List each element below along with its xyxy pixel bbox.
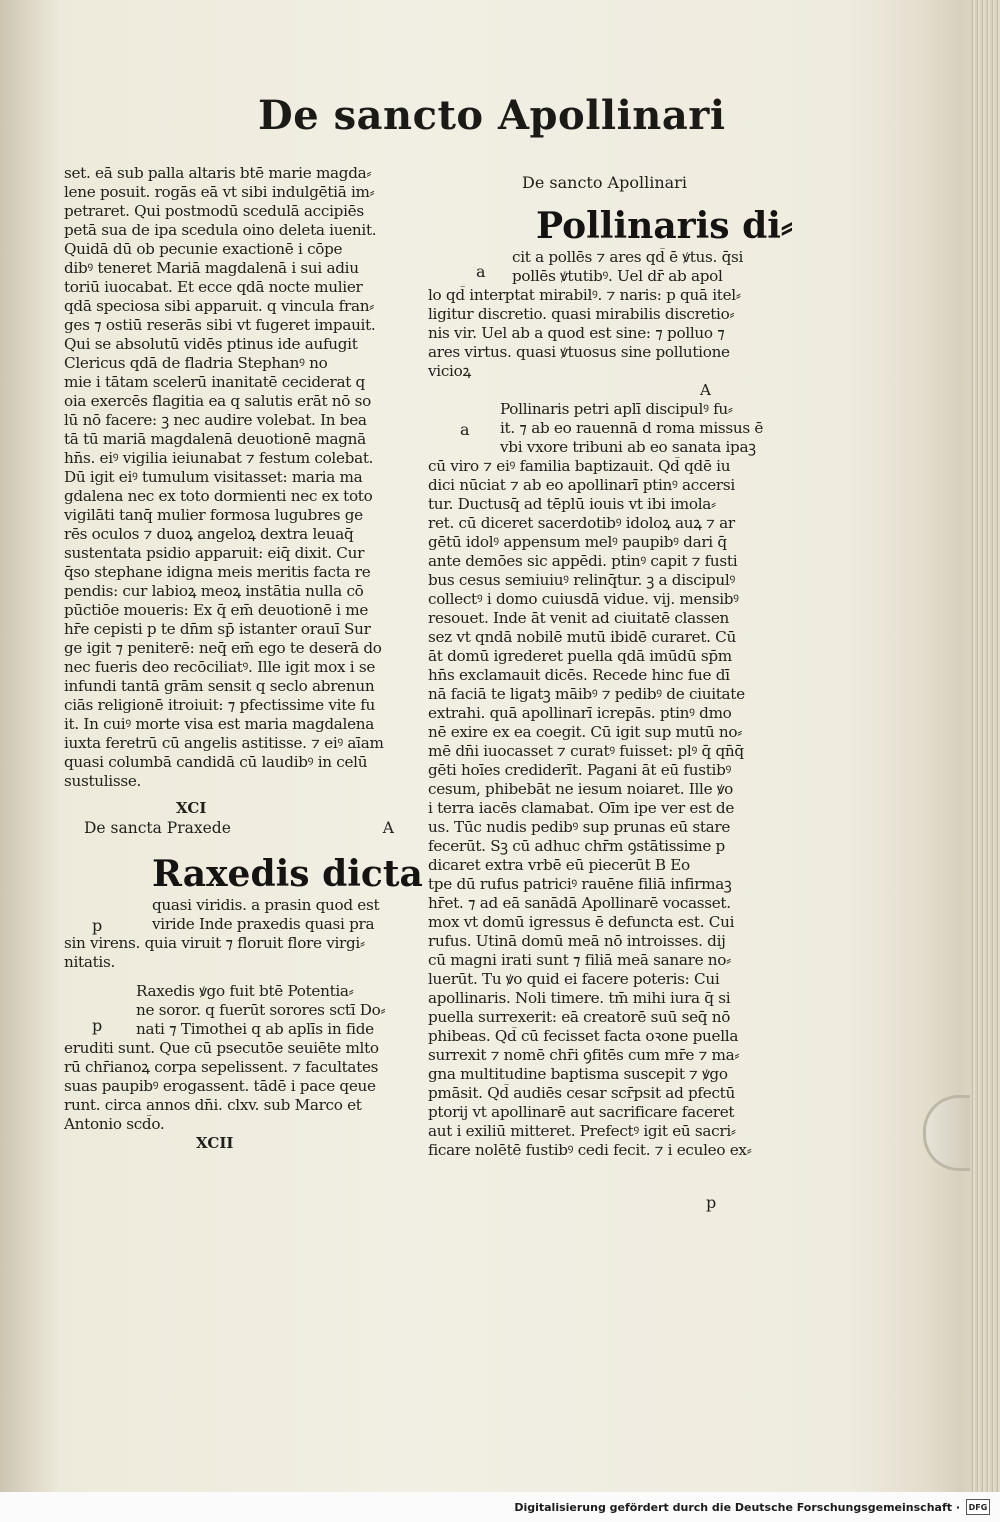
text-line: vbi vxore tribuni ab eo sanata ipaꝫ [500, 438, 756, 456]
text-line: ciās religionē itroiuit: ⁊ pfectissime vite fu [64, 696, 376, 714]
chapter-numeral: XCI [176, 799, 207, 817]
text-line: ptorij vt apollinarē aut sacrificare faceret [428, 1103, 735, 1121]
text-line: iuxta feretrū cū angelis astitisse. ⁊ eiꝰ aīam [64, 734, 384, 752]
right-heading: De sancto Apollinari [522, 173, 687, 192]
text-line: gētū idolꝰ appensum melꝰ paupibꝰ dari q̄ [428, 533, 727, 551]
text-line: extrahi. quā apollinarī icrepās. ptinꝰ dmo [428, 704, 732, 722]
apollinaris-legend-indented [428, 400, 768, 457]
praxedis-initial-text: Raxedis dicta [152, 853, 423, 895]
text-line: rēs oculos ⁊ duoꝝ angeloꝝ dextra leuaq̄ [64, 525, 354, 543]
page-clip [923, 1095, 970, 1171]
text-line: sez vt qndā nobilē mutū ibidē curaret. Cū [428, 628, 736, 646]
text-line: hn̄s. eiꝰ vigilia ieiunabat ⁊ festum colebat. [64, 449, 374, 467]
text-line: lene posuit. rogās eā vt sibi indulgētiā im⸗ [64, 183, 375, 201]
text-line: cū magni irati sunt ⁊ filiā meā sanare no⸗ [428, 951, 731, 969]
text-line: Antonio scd̄o. [64, 1115, 165, 1133]
text-line: nā faciā te ligatꝫ māibꝰ ⁊ pedibꝰ de ciuitate [428, 685, 745, 703]
text-line: collectꝰ i domo cuiusdā vidue. vij. mensibꝰ [428, 590, 739, 608]
text-line: ficare nolētē fustibꝰ cedi fecit. ⁊ i eculeo ex⸗ [428, 1141, 752, 1159]
text-line: q̄so stephane idigna meis meritis facta re [64, 563, 371, 581]
text-line: ne soror. q fuerūt sorores sctī Do⸗ [136, 1001, 386, 1019]
text-line: dici nūciat ⁊ ab eo apollinarī ptinꝰ accersi [428, 476, 735, 494]
text-line: infundi tantā grām sensit q seclo abrenun [64, 677, 375, 695]
text-line: ares virtus. quasi ꝟtuosus sine pollutione [428, 343, 730, 361]
apollinaris-initial-row [428, 200, 793, 248]
text-line: dicaret extra vrbē eū piecerūt B Eo [428, 856, 690, 874]
text-line: pmāsit. Qd̄ audiēs cesar scr̄psit ad pfectū [428, 1084, 735, 1102]
margin-letter-a2: a [460, 420, 470, 439]
text-line: viride Inde praxedis quasi pra [152, 915, 375, 933]
text-line: vigilāti tanq̄ mulier formosa lugubres ge [64, 506, 363, 524]
text-line: suas paupibꝰ erogassent. tādē i pace qeue [64, 1077, 376, 1095]
text-line: gēti hoīes crediderīt. Pagani āt eū fustibꝰ [428, 761, 732, 779]
margin-letter-p2: p [92, 1016, 103, 1035]
text-line: rū chr̄ianoꝝ corpa sepelissent. ⁊ facultates [64, 1058, 379, 1076]
text-line: fecerūt. Sꝫ cū adhuc chr̄m ꝯstātissime p [428, 837, 725, 855]
text-line: nē exire ex ea coegit. Cū igit sup mutū no⸗ [428, 723, 743, 741]
text-line: i terra iacēs clamabat. Oīm ipe ver est de [428, 799, 735, 817]
next-chapter-numeral: XCII [196, 1134, 234, 1152]
text-line: lo qd̄ interptat mirabilꝰ. ⁊ naris: p quā itel⸗ [428, 286, 741, 304]
margin-letter-p1: p [92, 916, 103, 935]
text-line: phibeas. Qd̄ cū fecisset facta oꝛone puella [428, 1027, 739, 1045]
text-line: mox vt domū igressus ē defuncta est. Cui [428, 913, 735, 931]
text-line: Clericus qdā de fladria Stephanꝰ no [64, 354, 328, 372]
text-line: oia exercēs flagitia ea q salutis erāt nō so [64, 392, 371, 410]
text-line: pollēs ꝟtutibꝰ. Uel dr̄ ab apol [512, 267, 723, 285]
apollinaris-legend [428, 457, 768, 1160]
text-line: gna multitudine baptisma suscepit ⁊ ꝟgo [428, 1065, 728, 1083]
footer-bar [0, 1492, 1000, 1522]
text-line: sin virens. quia viruit ⁊ floruit flore virgi⸗ [64, 934, 365, 952]
text-line: us. Tūc nudis pedibꝰ sup prunas eū stare [428, 818, 731, 836]
text-line: ret. cū diceret sacerdotibꝰ idoloꝝ auꝝ ⁊ ar [428, 514, 735, 532]
text-line: surrexit ⁊ nomē chr̄i ꝯfitēs cum mr̄e ⁊ ma⸗ [428, 1046, 740, 1064]
chapter-title-row [64, 818, 410, 838]
left-column [64, 164, 423, 1153]
text-line: cū viro ⁊ eiꝰ familia baptizauit. Qd̄ qdē iu [428, 457, 731, 475]
text-line: cit a pollēs ⁊ ares qd̄ ē ꝟtus. q̄si [512, 248, 744, 266]
text-line: hr̄e cepisti p te dn̄m sp̄ istanter orauī Sur [64, 620, 371, 638]
apollinaris-initial-text: Pollinaris di⸗ [536, 205, 793, 247]
right-column [428, 172, 793, 1160]
text-line: Qui se absolutū vidēs ptinus ide aufugit [64, 335, 358, 353]
chapter-marker: A [382, 819, 394, 837]
text-line: sustulisse. [64, 772, 142, 790]
text-line: qdā speciosa sibi apparuit. q vincula fran⸗ [64, 297, 374, 315]
text-line: sustentata psidio apparuit: eiq̄ dixit. Cur [64, 544, 365, 562]
chapter-title: De sancta Praxede [84, 819, 231, 837]
text-line: ante demōes sic appēdi. ptinꝰ capit ⁊ fusti [428, 552, 738, 570]
text-line: tpe dū rufus patriciꝰ rauēne filiā infirmaꝫ [428, 875, 732, 893]
text-line: ge igit ⁊ peniterē: neq̄ em̄ ego te deserā do [64, 639, 382, 657]
catchword: p [706, 1193, 717, 1212]
text-line: ges ⁊ ostiū reserās sibi vt fugeret impauit. [64, 316, 376, 334]
text-line: toriū iuocabat. Et ecce qdā nocte mulier [64, 278, 363, 296]
text-line: puella surrexerit: eā creatorē suū seq̄ nō [428, 1008, 731, 1026]
text-line: eruditi sunt. Que cū psecutōe seuiēte mlto [64, 1039, 379, 1057]
text-line: apollinaris. Noli timere. tm̄ mihi iura q̄ si [428, 989, 731, 1007]
running-head: De sancto Apollinari [258, 92, 726, 139]
text-line: luerūt. Tu ꝟo quid ei facere poteris: Cui [428, 970, 720, 988]
text-line: petraret. Qui postmodū scedulā accipiēs [64, 202, 364, 220]
text-line: tur. Ductusq̄ ad tēplū iouis vt ibi imola⸗ [428, 495, 716, 513]
section-marker: A [700, 381, 711, 399]
text-line: dibꝰ teneret Mariā magdalenā i sui adiu [64, 259, 359, 277]
text-line: Pollinaris petri aplī discipulꝰ fu⸗ [500, 400, 733, 418]
praxedis-legend [64, 1039, 410, 1134]
text-line: petā sua de ipa scedula oino deleta iuenit. [64, 221, 377, 239]
text-line: nis vir. Uel ab a quod est sine: ⁊ polluo ⁊ [428, 324, 725, 342]
text-line: nati ⁊ Timothei q ab aplīs in fide [136, 1020, 374, 1038]
text-line: pūctiōe moueris: Ex q̄ em̄ deuotionē i me [64, 601, 369, 619]
text-line: vicioꝝ [428, 362, 471, 380]
praxedis-etymology [64, 896, 410, 972]
footer-credit: Digitalisierung gefördert durch die Deutsche Forschungsgemeinschaft · [514, 1500, 960, 1514]
praxedis-legend-indented [64, 982, 410, 1039]
text-line: bus cesus semiuiuꝰ relinq̄tur. ꝫ a discipulꝰ [428, 571, 735, 589]
text-line: gdalena nec ex toto dormienti nec ex toto [64, 487, 373, 505]
text-line: Dū igit eiꝰ tumulum visitasset: maria ma [64, 468, 363, 486]
text-line: mē dn̄i iuocasset ⁊ curatꝰ fuisset: plꝰ q̄ qn̄q̄ [428, 742, 744, 760]
text-line: rufus. Utinā domū meā nō introisses. dij [428, 932, 726, 950]
text-line: Raxedis ꝟgo fuit btē Potentia⸗ [136, 982, 354, 1000]
left-top-text [64, 164, 410, 791]
text-line: quasi viridis. a prasin quod est [152, 896, 380, 914]
text-line: quasi columbā candidā cū laudibꝰ in celū [64, 753, 368, 771]
text-line: set. eā sub palla altaris btē marie magda⸗ [64, 164, 372, 182]
text-line: lū nō facere: ꝫ nec audire volebat. In bea [64, 411, 367, 429]
text-line: nec fueris deo recōciliatꝰ. Ille igit mox i se [64, 658, 376, 676]
text-line: ligitur discretio. quasi mirabilis discretio⸗ [428, 305, 735, 323]
text-line: hr̄et. ⁊ ad eā sanādā Apollinarē vocasset. [428, 894, 731, 912]
praxedis-initial-row [64, 848, 423, 896]
text-line: it. In cuiꝰ morte visa est maria magdalena [64, 715, 375, 733]
page-edges [970, 0, 1000, 1492]
text-line: aut i exiliū mitteret. Prefectꝰ igit eū sacri⸗ [428, 1122, 736, 1140]
text-line: āt domū igrederet puella qdā imūdū sp̄m [428, 647, 732, 665]
text-line: tā tū mariā magdalenā deuotionē magnā [64, 430, 366, 448]
text-line: Quidā dū ob pecunie exactionē i cōpe [64, 240, 343, 258]
text-line: cesum, phibebāt ne iesum noiaret. Ille ꝟo [428, 780, 734, 798]
text-line: runt. circa annos dn̄i. clxv. sub Marco et [64, 1096, 362, 1114]
text-line: mie i tātam scelerū inanitatē ceciderat q [64, 373, 365, 391]
text-line: hn̄s exclamauit dicēs. Recede hinc fue dī [428, 666, 730, 684]
text-line: nitatis. [64, 953, 115, 971]
dfg-logo-icon: DFG [966, 1499, 990, 1515]
text-line: resouet. Inde āt venit ad ciuitatē classen [428, 609, 730, 627]
margin-letter-a1: a [476, 262, 486, 281]
text-line: it. ⁊ ab eo rauennā d roma missus ē [500, 419, 764, 437]
text-line: pendis: cur labioꝝ meoꝝ instātia nulla cō [64, 582, 364, 600]
